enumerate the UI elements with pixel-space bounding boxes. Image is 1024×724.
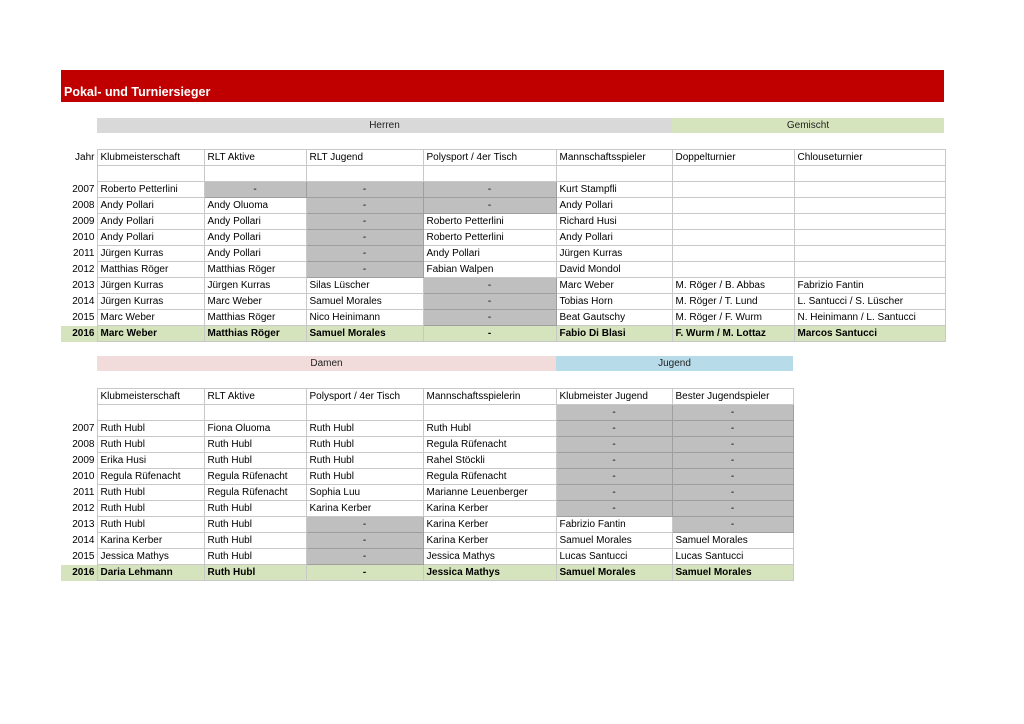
table-cell: - — [423, 310, 556, 326]
table-cell: F. Wurm / M. Lottaz — [672, 326, 794, 342]
section-damen: Damen — [97, 356, 556, 371]
section-gemischt: Gemischt — [672, 118, 944, 133]
table-cell: - — [306, 214, 423, 230]
table-cell: L. Santucci / S. Lüscher — [794, 294, 945, 310]
table-cell: Marc Weber — [97, 310, 204, 326]
table-cell: Jessica Mathys — [423, 565, 556, 581]
table-cell: Marcos Santucci — [794, 326, 945, 342]
year-cell: 2013 — [72, 279, 95, 291]
table-cell: - — [306, 182, 423, 198]
table-cell — [672, 230, 794, 246]
year-cell: 2016 — [61, 565, 97, 581]
table-cell: - — [204, 182, 306, 198]
table-cell — [423, 405, 556, 421]
table-cell — [306, 166, 423, 182]
table-cell: Kurt Stampfli — [556, 182, 672, 198]
table-cell: Sophia Luu — [306, 485, 423, 501]
table-cell: Ruth Hubl — [423, 421, 556, 437]
year-cell: 2007 — [72, 422, 95, 434]
year-cell: 2016 — [61, 326, 97, 342]
table-cell: Andy Pollari — [204, 230, 306, 246]
table-cell: - — [672, 437, 793, 453]
table-cell: - — [672, 469, 793, 485]
table-cell: Fabian Walpen — [423, 262, 556, 278]
year-cell: 2007 — [72, 183, 95, 195]
table-cell: Andy Pollari — [204, 214, 306, 230]
table-cell: Fabrizio Fantin — [556, 517, 672, 533]
table-cell: Marc Weber — [204, 294, 306, 310]
column-header: RLT Aktive — [204, 389, 306, 405]
table-row — [61, 294, 945, 310]
table-cell: Ruth Hubl — [97, 437, 204, 453]
table-cell — [672, 198, 794, 214]
table-cell: Ruth Hubl — [97, 517, 204, 533]
table-cell: - — [306, 533, 423, 549]
table-cell — [794, 230, 945, 246]
table-cell: Samuel Morales — [672, 533, 793, 549]
table-cell: Roberto Petterlini — [423, 230, 556, 246]
column-header: Doppelturnier — [672, 150, 794, 166]
table-cell: Jessica Mathys — [97, 549, 204, 565]
table-cell: Karina Kerber — [423, 533, 556, 549]
table-cell: Marianne Leuenberger — [423, 485, 556, 501]
table-cell: Roberto Petterlini — [97, 182, 204, 198]
table-cell: Silas Lüscher — [306, 278, 423, 294]
table-cell: Ruth Hubl — [204, 549, 306, 565]
table-cell: Ruth Hubl — [204, 453, 306, 469]
table-cell: - — [672, 453, 793, 469]
year-cell: 2013 — [72, 518, 95, 530]
table-cell: - — [306, 246, 423, 262]
year-cell: 2014 — [72, 534, 95, 546]
table-cell: Ruth Hubl — [204, 437, 306, 453]
table-cell: N. Heinimann / L. Santucci — [794, 310, 945, 326]
table-row — [61, 198, 945, 214]
table-cell: Matthias Röger — [204, 310, 306, 326]
table-cell: - — [423, 326, 556, 342]
table-cell: M. Röger / F. Wurm — [672, 310, 794, 326]
year-cell: 2011 — [72, 247, 95, 259]
year-header — [61, 389, 97, 405]
table-cell: - — [556, 469, 672, 485]
column-header: Klubmeisterschaft — [97, 389, 204, 405]
table-cell — [794, 166, 945, 182]
table-cell: Ruth Hubl — [204, 517, 306, 533]
column-header: Chlouseturnier — [794, 150, 945, 166]
table-cell: Andy Oluoma — [204, 198, 306, 214]
table-cell: Richard Husi — [556, 214, 672, 230]
table-cell: Andy Pollari — [423, 246, 556, 262]
table-cell: - — [423, 182, 556, 198]
table-cell: Ruth Hubl — [204, 533, 306, 549]
table-cell: - — [672, 421, 793, 437]
table-cell — [97, 166, 204, 182]
table-cell — [672, 166, 794, 182]
table-cell: Jürgen Kurras — [204, 278, 306, 294]
year-cell: 2009 — [72, 454, 95, 466]
table-cell: - — [423, 278, 556, 294]
table-cell: Matthias Röger — [97, 262, 204, 278]
table-cell: Karina Kerber — [423, 517, 556, 533]
column-header: Mannschaftsspieler — [556, 150, 672, 166]
table-cell: Ruth Hubl — [97, 421, 204, 437]
table-cell: - — [556, 405, 672, 421]
table-cell: - — [556, 501, 672, 517]
table-cell: Jürgen Kurras — [97, 294, 204, 310]
year-cell — [61, 405, 97, 421]
year-cell: 2014 — [72, 295, 95, 307]
table-cell — [794, 198, 945, 214]
table-cell: Samuel Morales — [556, 565, 672, 581]
table-cell: Andy Pollari — [204, 246, 306, 262]
year-cell: 2012 — [72, 502, 95, 514]
table-cell: Marc Weber — [97, 326, 204, 342]
table-cell: Rahel Stöckli — [423, 453, 556, 469]
table-cell — [306, 405, 423, 421]
table-row — [61, 565, 793, 581]
table-cell: Roberto Petterlini — [423, 214, 556, 230]
table-cell: - — [672, 405, 793, 421]
year-cell — [61, 166, 97, 182]
table-cell: Jürgen Kurras — [97, 246, 204, 262]
table-cell: - — [556, 485, 672, 501]
table-row — [61, 421, 793, 437]
table-cell: Daria Lehmann — [97, 565, 204, 581]
table-row — [61, 310, 945, 326]
table-row — [61, 501, 793, 517]
table-row — [61, 246, 945, 262]
table-cell: Andy Pollari — [97, 230, 204, 246]
year-cell: 2012 — [72, 263, 95, 275]
table-cell: Regula Rüfenacht — [97, 469, 204, 485]
header-row — [61, 150, 945, 166]
table-cell: Karina Kerber — [306, 501, 423, 517]
table-cell: - — [306, 198, 423, 214]
table-cell: Ruth Hubl — [204, 565, 306, 581]
table-row — [61, 166, 945, 182]
table-cell: Regula Rüfenacht — [204, 485, 306, 501]
table-row — [61, 326, 945, 342]
table-cell: Matthias Röger — [204, 326, 306, 342]
header-row — [61, 389, 793, 405]
table-cell: - — [672, 517, 793, 533]
table-cell — [672, 214, 794, 230]
table-cell: Fabio Di Blasi — [556, 326, 672, 342]
table-row — [61, 214, 945, 230]
table-cell: Samuel Morales — [306, 326, 423, 342]
year-cell: 2009 — [72, 215, 95, 227]
table-cell — [556, 166, 672, 182]
table-row — [61, 437, 793, 453]
table-cell — [204, 166, 306, 182]
column-header: Klubmeister Jugend — [556, 389, 672, 405]
table-row — [61, 549, 793, 565]
table-cell: - — [306, 230, 423, 246]
table-cell: M. Röger / T. Lund — [672, 294, 794, 310]
table-cell: Ruth Hubl — [97, 485, 204, 501]
table-cell: Jürgen Kurras — [97, 278, 204, 294]
table-row — [61, 262, 945, 278]
section-jugend: Jugend — [556, 356, 793, 371]
table-cell: - — [306, 549, 423, 565]
table-cell: Karina Kerber — [423, 501, 556, 517]
year-cell: 2010 — [72, 231, 95, 243]
table-cell — [423, 166, 556, 182]
year-header: Jahr — [75, 151, 95, 163]
table-row — [61, 517, 793, 533]
table-row — [61, 182, 945, 198]
table-cell: Erika Husi — [97, 453, 204, 469]
table-cell: Marc Weber — [556, 278, 672, 294]
table-cell: Andy Pollari — [97, 198, 204, 214]
table-cell: - — [306, 262, 423, 278]
table-cell: Andy Pollari — [97, 214, 204, 230]
table-cell: Samuel Morales — [306, 294, 423, 310]
table-cell: Ruth Hubl — [306, 437, 423, 453]
table-cell — [794, 262, 945, 278]
year-cell: 2008 — [72, 199, 95, 211]
table-cell: Tobias Horn — [556, 294, 672, 310]
table-cell: Andy Pollari — [556, 230, 672, 246]
table-cell: Jürgen Kurras — [556, 246, 672, 262]
table-row — [61, 453, 793, 469]
table-cell: Samuel Morales — [672, 565, 793, 581]
table-cell: Lucas Santucci — [672, 549, 793, 565]
table-cell — [672, 182, 794, 198]
column-header: Bester Jugendspieler — [672, 389, 793, 405]
table-cell: Samuel Morales — [556, 533, 672, 549]
year-cell: 2008 — [72, 438, 95, 450]
table-cell — [794, 246, 945, 262]
table-cell: - — [672, 485, 793, 501]
year-cell: 2015 — [72, 311, 95, 323]
herren-table — [61, 149, 946, 342]
table-cell — [204, 405, 306, 421]
table-cell — [97, 405, 204, 421]
table-cell: - — [672, 501, 793, 517]
column-header: Klubmeisterschaft — [97, 150, 204, 166]
table-cell: David Mondol — [556, 262, 672, 278]
table-cell: Andy Pollari — [556, 198, 672, 214]
table-cell: - — [306, 517, 423, 533]
table-cell: - — [556, 421, 672, 437]
table-cell — [794, 182, 945, 198]
column-header: Polysport / 4er Tisch — [423, 150, 556, 166]
table-cell: - — [556, 453, 672, 469]
table-cell: - — [306, 565, 423, 581]
table-cell: Regula Rüfenacht — [204, 469, 306, 485]
table-row — [61, 533, 793, 549]
table-cell — [672, 262, 794, 278]
table-row — [61, 230, 945, 246]
table-cell: Fiona Oluoma — [204, 421, 306, 437]
table-row — [61, 405, 793, 421]
page-title: Pokal- und Turniersieger — [64, 85, 211, 99]
year-cell: 2010 — [72, 470, 95, 482]
table-row — [61, 278, 945, 294]
table-row — [61, 485, 793, 501]
table-cell: - — [423, 294, 556, 310]
year-cell: 2015 — [72, 550, 95, 562]
section-herren: Herren — [97, 118, 672, 133]
table-cell: Regula Rüfenacht — [423, 437, 556, 453]
table-row — [61, 469, 793, 485]
column-header: RLT Aktive — [204, 150, 306, 166]
damen-table — [61, 388, 794, 581]
title-banner — [61, 70, 944, 102]
table-cell: Jessica Mathys — [423, 549, 556, 565]
table-cell: M. Röger / B. Abbas — [672, 278, 794, 294]
table-cell: Beat Gautschy — [556, 310, 672, 326]
table-cell: Regula Rüfenacht — [423, 469, 556, 485]
column-header: Polysport / 4er Tisch — [306, 389, 423, 405]
table-cell: Matthias Röger — [204, 262, 306, 278]
table-cell: Karina Kerber — [97, 533, 204, 549]
table-cell: Ruth Hubl — [204, 501, 306, 517]
table-cell: Ruth Hubl — [306, 469, 423, 485]
column-header: Mannschaftsspielerin — [423, 389, 556, 405]
column-header: RLT Jugend — [306, 150, 423, 166]
table-cell: Ruth Hubl — [306, 421, 423, 437]
table-cell: Ruth Hubl — [306, 453, 423, 469]
table-cell — [672, 246, 794, 262]
table-cell: Nico Heinimann — [306, 310, 423, 326]
table-cell: Lucas Santucci — [556, 549, 672, 565]
table-cell: Fabrizio Fantin — [794, 278, 945, 294]
table-cell — [794, 214, 945, 230]
year-cell: 2011 — [72, 486, 95, 498]
table-cell: - — [556, 437, 672, 453]
table-cell: Ruth Hubl — [97, 501, 204, 517]
table-cell: - — [423, 198, 556, 214]
